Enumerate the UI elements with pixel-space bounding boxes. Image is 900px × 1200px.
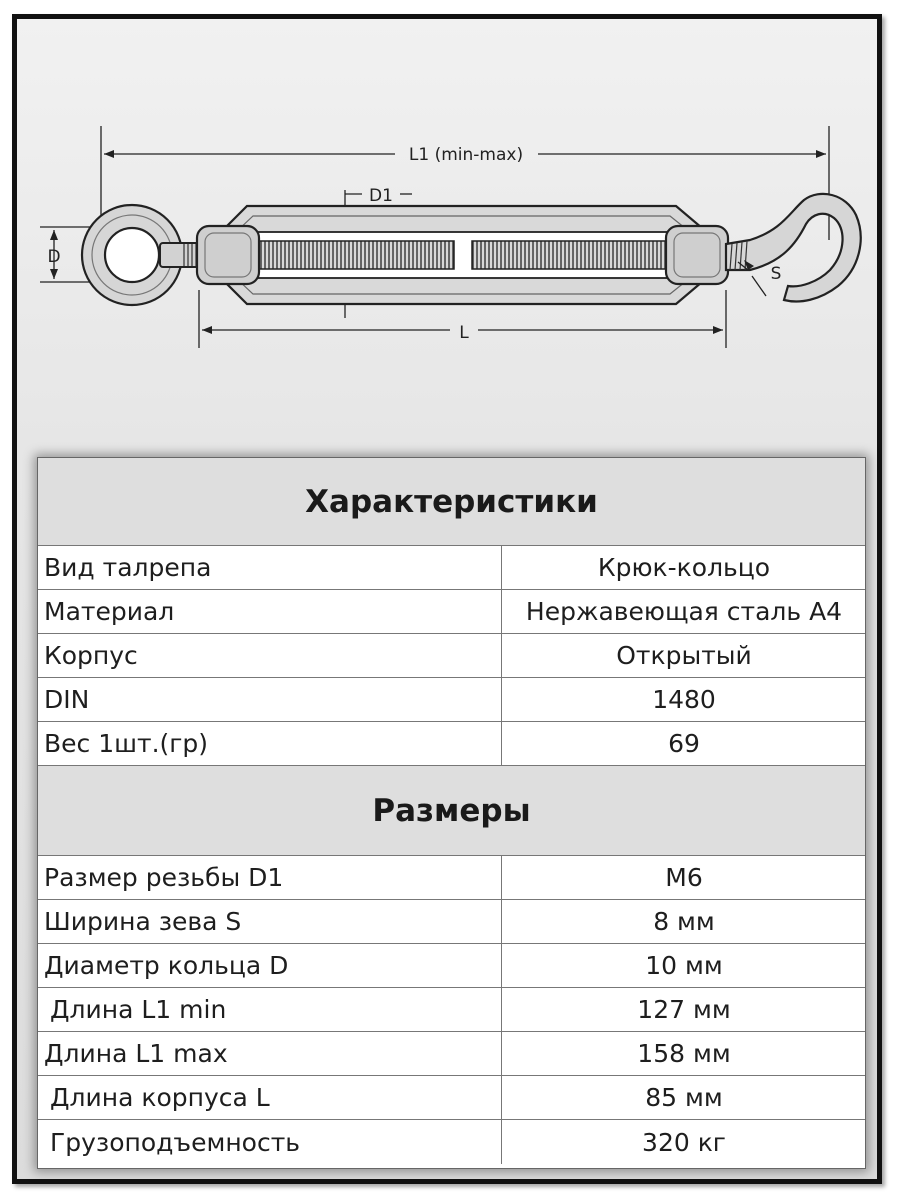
row-value: Нержавеющая сталь А4 (525, 597, 843, 626)
table-row (38, 678, 865, 722)
table-row (38, 634, 865, 678)
label-d1: D1 (369, 186, 393, 206)
left-nut (197, 226, 259, 284)
row-label: Материал (38, 590, 502, 633)
row-label: Длина L1 min (38, 988, 502, 1031)
table-row (38, 988, 865, 1032)
table-row (38, 1076, 865, 1120)
row-value: 127 мм (637, 995, 731, 1024)
characteristics-title: Характеристики (38, 458, 865, 546)
row-value: 10 мм (645, 951, 723, 980)
row-label: Вес 1шт.(гр) (38, 722, 502, 765)
table-row (38, 546, 865, 590)
dimensions-title: Размеры (38, 766, 865, 856)
hook (726, 194, 861, 302)
row-label: Ширина зева S (38, 900, 502, 943)
turnbuckle-drawing (0, 0, 900, 440)
row-value: 8 мм (653, 907, 715, 936)
label-l1: L1 (min-max) (408, 145, 524, 165)
row-value: 69 (668, 729, 700, 758)
table-row (38, 590, 865, 634)
table-row (38, 1120, 865, 1164)
table-row (38, 722, 865, 766)
table-row (38, 856, 865, 900)
table-row (38, 1032, 865, 1076)
row-value: 158 мм (637, 1039, 731, 1068)
specs-table (37, 457, 866, 1169)
label-l: L (459, 323, 469, 343)
row-label: Длина корпуса L (38, 1076, 502, 1119)
row-label: Диаметр кольца D (38, 944, 502, 987)
label-s: S (770, 264, 782, 284)
row-label: Длина L1 max (38, 1032, 502, 1075)
label-d: D (47, 247, 61, 267)
table-row (38, 944, 865, 988)
row-label: Грузоподъемность (38, 1120, 502, 1164)
row-label: Корпус (38, 634, 502, 677)
row-value: M6 (665, 863, 703, 892)
row-label: Размер резьбы D1 (38, 856, 502, 899)
right-nut (666, 226, 728, 284)
row-value: Открытый (616, 641, 752, 670)
turnbuckle-body (225, 206, 702, 304)
row-label: Вид талрепа (38, 546, 502, 589)
row-value: Крюк-кольцо (597, 553, 771, 582)
row-value: 85 мм (645, 1083, 723, 1112)
row-label: DIN (38, 678, 502, 721)
row-value: 320 кг (642, 1127, 726, 1157)
row-value: 1480 (652, 685, 716, 714)
table-row (38, 900, 865, 944)
